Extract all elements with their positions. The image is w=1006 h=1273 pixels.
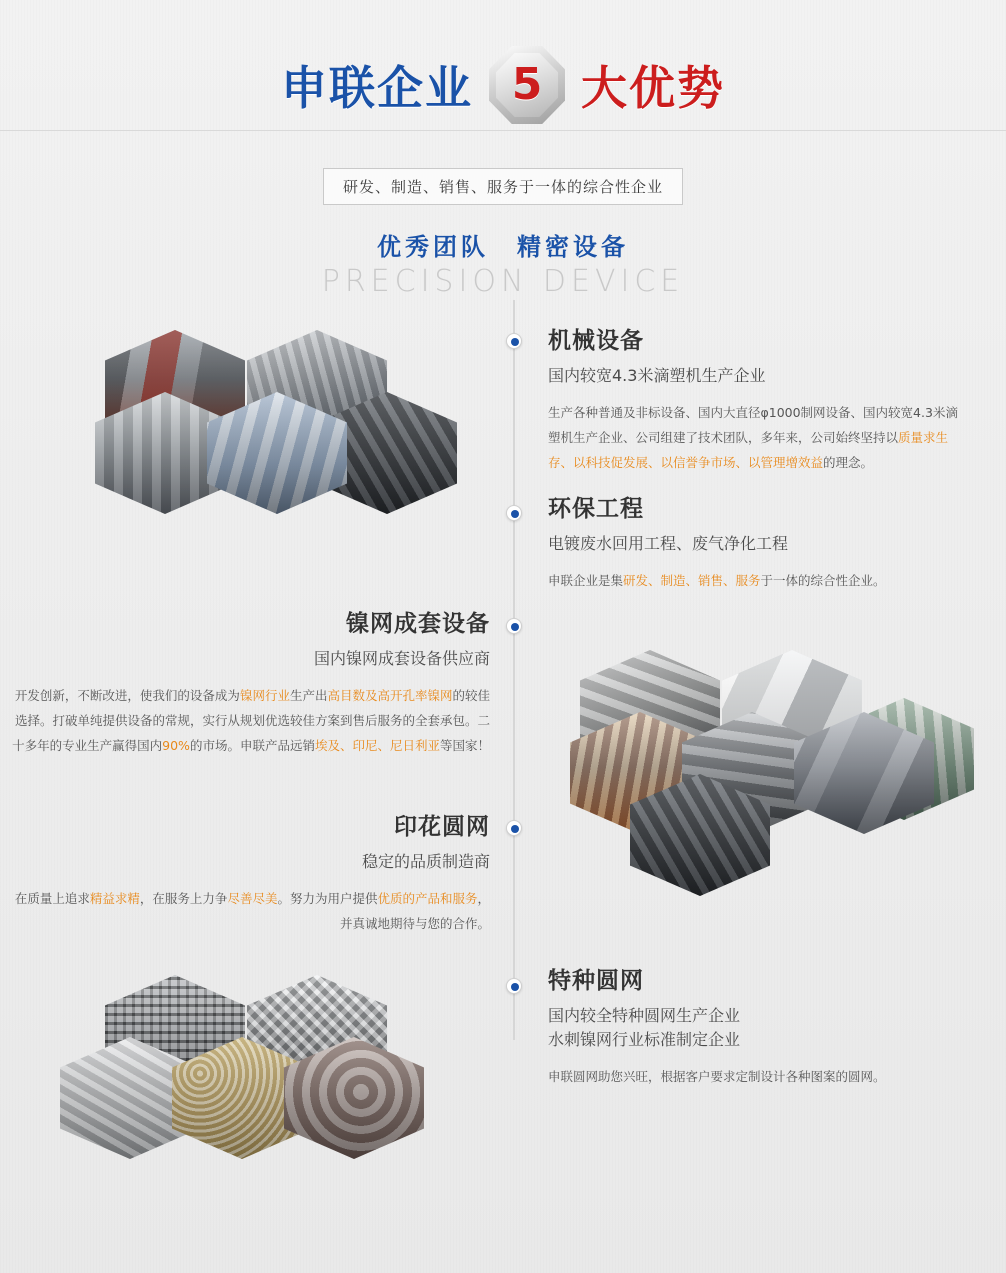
section-environmental-body: 申联企业是集研发、制造、销售、服务于一体的综合性企业。 (548, 573, 886, 588)
number-badge (489, 46, 565, 124)
section-special-rotary-screen-title: 特种圆网 (548, 968, 644, 994)
header-divider (0, 130, 1006, 131)
badge-number-text: 5 (511, 59, 543, 110)
slogan-english: PRECISION DEVICE (321, 264, 685, 299)
timeline-line (513, 300, 515, 1040)
slogan (0, 227, 1006, 299)
title-right-text: 大优势 (581, 61, 725, 115)
section-machinery-subtitle: 国内较宽4.3米滴塑机生产企业 (548, 366, 766, 385)
timeline-dot-3 (506, 618, 522, 634)
main-title (0, 46, 1006, 124)
timeline-dot-4 (506, 820, 522, 836)
slogan-chinese: 优秀团队 精密设备 (377, 233, 629, 261)
section-environmental (548, 490, 968, 593)
subtitle-box: 研发、制造、销售、服务于一体的综合性企业 (323, 168, 683, 205)
equipment-photos (570, 650, 990, 910)
section-environmental-title: 环保工程 (548, 496, 644, 522)
section-nickel-mesh-equipment (10, 605, 490, 758)
section-environmental-subtitle: 电镀废水回用工程、废气净化工程 (548, 534, 789, 553)
section-printing-rotary-screen-title: 印花圆网 (394, 814, 490, 840)
section-special-rotary-screen (548, 962, 968, 1089)
page-header (0, 0, 1006, 140)
section-nickel-mesh-equipment-subtitle: 国内镍网成套设备供应商 (313, 649, 490, 668)
section-printing-rotary-screen-subtitle: 稳定的品质制造商 (361, 852, 490, 871)
machinery-photos (95, 330, 495, 580)
title-left-text: 申联企业 (281, 61, 473, 115)
section-nickel-mesh-equipment-title: 镍网成套设备 (346, 611, 490, 637)
screen-photos (60, 975, 460, 1205)
section-machinery (548, 322, 968, 475)
section-machinery-body: 生产各种普通及非标设备、国内大直径φ1000制网设备、国内较宽4.3米滴塑机生产企业、公司组建了技术团队，多年来，公司始终坚持以质量求生存、以科技促发展、以信誉争市场、以管理增效益的理念。 (548, 405, 958, 470)
section-nickel-mesh-equipment-body: 开发创新，不断改进，使我们的设备成为镍网行业生产出高目数及高开孔率镍网的较佳选择。打破单纯提供设备的常规，实行从规划优选较佳方案到售后服务的全套承包。二十多年的专业生产赢得国内90%的市场。申联产品远销埃及、印尼、尼日利亚等国家！ (12, 688, 490, 753)
timeline-dot-5 (506, 978, 522, 994)
section-printing-rotary-screen (10, 808, 490, 936)
section-printing-rotary-screen-body: 在质量上追求精益求精，在服务上力争尽善尽美。努力为用户提供优质的产品和服务，并真诚地期待与您的合作。 (14, 891, 490, 931)
section-special-rotary-screen-body: 申联圆网助您兴旺，根据客户要求定制设计各种图案的圆网。 (548, 1069, 886, 1084)
timeline-dot-2 (506, 505, 522, 521)
section-special-rotary-screen-subtitle: 国内较全特种圆网生产企业 水刺镍网行业标准制定企业 (548, 1006, 741, 1049)
section-machinery-title: 机械设备 (548, 328, 644, 354)
timeline-dot-1 (506, 333, 522, 349)
